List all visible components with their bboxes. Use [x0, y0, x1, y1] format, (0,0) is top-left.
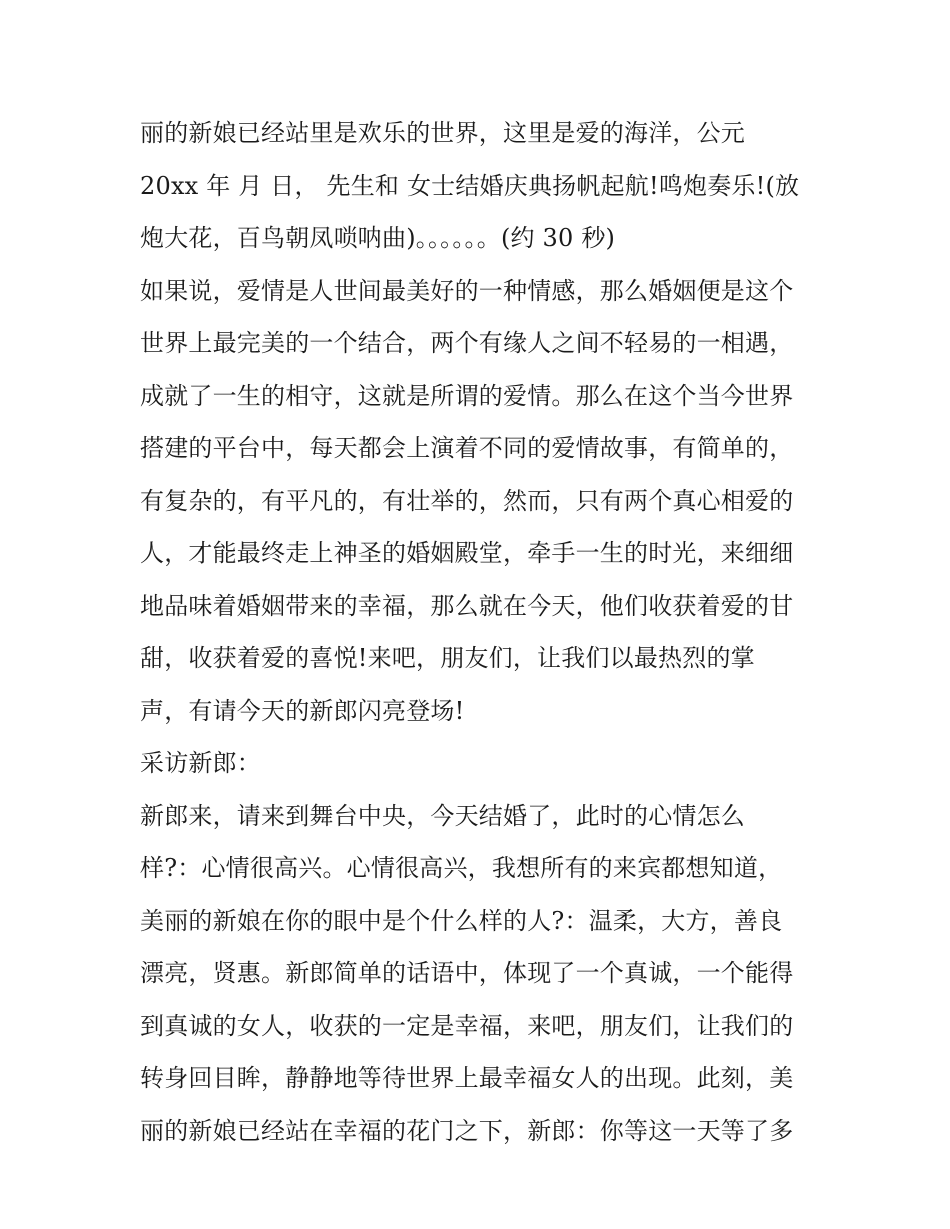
text-line: 搭建的平台中，每天都会上演着不同的爱情故事，有简单的， — [140, 434, 794, 462]
text-line: 如果说，爱情是人世间最美好的一种情感，那么婚姻便是这个 — [140, 276, 794, 305]
text-line: 样?：心情很高兴。心情很高兴，我想所有的来宾都想知道， — [140, 854, 783, 882]
text-line: 地品味着婚姻带来的幸福，那么就在今天，他们收获着爱的甘 — [140, 591, 794, 620]
text-line: 甜，收获着爱的喜悦!来吧，朋友们，让我们以最热烈的掌 — [140, 644, 755, 672]
text-line: 20xx 年 月 日， 先生和 女士结婚庆典扬帆起航!鸣炮奏乐!(放 — [140, 171, 800, 200]
text-line: 成就了一生的相守，这就是所谓的爱情。那么在这个当今世界 — [140, 381, 794, 410]
text-line: 新郎来，请来到舞台中央，今天结婚了，此时的心情怎么 — [140, 801, 745, 830]
text-line: 转身回目眸，静静地等待世界上最幸福女人的出现。此刻，美 — [140, 1064, 794, 1092]
text-line: 炮大花，百鸟朝凤唢呐曲)。。。。。。(约 30 秒) — [140, 224, 616, 252]
body-text — [140, 107, 820, 1157]
text-line: 有复杂的，有平凡的，有壮举的，然而，只有两个真心相爱的 — [140, 486, 794, 515]
text-line: 丽的新娘已经站在幸福的花门之下，新郎：你等这一天等了多 — [140, 1116, 794, 1145]
section-heading: 采访新郎： — [140, 749, 261, 777]
text-line: 漂亮，贤惠。新郎简单的话语中，体现了一个真诚，一个能得 — [140, 959, 794, 987]
text-line: 世界上最完美的一个结合，两个有缘人之间不轻易的一相遇， — [140, 329, 794, 357]
text-line: 到真诚的女人，收获的一定是幸福，来吧，朋友们，让我们的 — [140, 1011, 794, 1040]
text-line: 声，有请今天的新郎闪亮登场! — [140, 696, 465, 725]
text-line: 人，才能最终走上神圣的婚姻殿堂，牵手一生的时光，来细细 — [140, 539, 794, 567]
text-line: 美丽的新娘在你的眼中是个什么样的人?：温柔，大方，善良 — [140, 906, 783, 935]
text-line: 丽的新娘已经站里是欢乐的世界，这里是爱的海洋，公元 — [140, 119, 745, 147]
